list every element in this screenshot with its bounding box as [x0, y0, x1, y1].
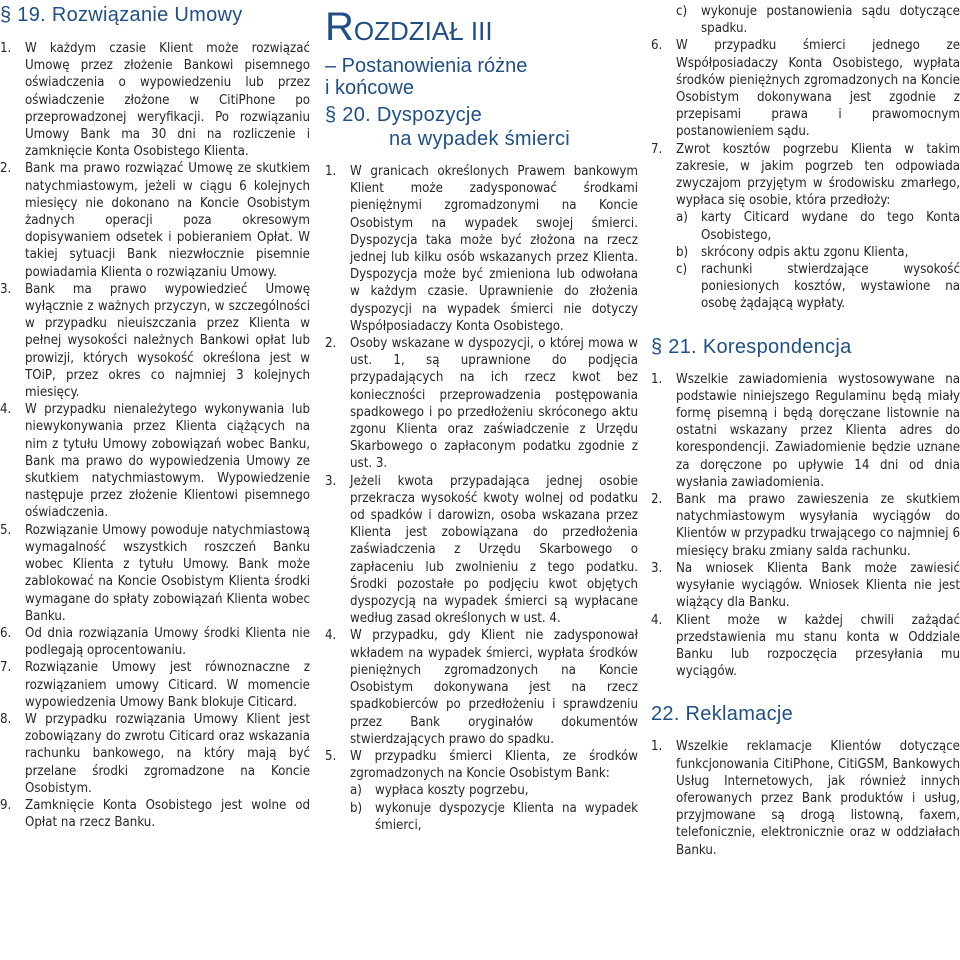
item-number: 8. [0, 711, 12, 727]
item-text: Klient może w każdej chwili zażądać przedstawienia mu stanu konta w Oddziale Banku lub rozpoczęcia przesyłania mu wyciągów. [676, 612, 960, 680]
list-item [325, 748, 638, 834]
item-text: Na wniosek Klienta Bank może zawiesić wysyłanie wyciągów. Wniosek Klienta nie jest wiążący dla Banku. [676, 560, 960, 611]
item-text: W przypadku śmierci Klienta, ze środków zgromadzonych na Koncie Osobistym Bank: [350, 748, 638, 782]
item-text: Rozwiązanie Umowy jest równoznaczne z rozwiązaniem umowy Citicard. W momencie wypowiedzenia Umowy Bank blokuje Citicard. [25, 660, 310, 710]
column-middle [325, 0, 638, 834]
sub-item-letter: a) [350, 783, 362, 799]
item-text: Od dnia rozwiązania Umowy środki Klienta nie podlegają oprocentowaniu. [25, 625, 310, 659]
sub-item-text: skrócony odpis aktu zgonu Klienta, [701, 244, 909, 260]
list-item [0, 281, 310, 401]
sub-item-text: wykonuje dyspozycje Klienta na wypadek śmierci, [375, 800, 638, 833]
chapter-heading [325, 5, 638, 49]
sub-item-text: wypłaca koszty pogrzebu, [375, 783, 529, 799]
sub-item [676, 3, 960, 37]
item-number: 6. [651, 38, 663, 54]
item-number: 3. [651, 560, 663, 576]
list-item [0, 40, 310, 160]
item-text: Bank ma prawo wypowiedzieć Umowę wyłącznie z ważnych przyczyn, w szczególności w przypadku nieuiszczania przez Klienta w pełnej wysokości należnych Bankowi opłat lub prowizji, których wysokość określona jest w TOiP, przez okres co najmniej 3 kolejnych miesięcy. [25, 281, 310, 401]
list-item [325, 627, 638, 747]
section-21-title: § 21. Korespondencja [651, 335, 852, 358]
sub-item-letter: b) [676, 244, 689, 260]
sub-list [350, 782, 638, 834]
item-number: 1. [651, 739, 663, 755]
item-number: 2. [325, 336, 337, 352]
item-text: Osoby wskazane w dyspozycji, o której mowa w ust. 1, są uprawnione do podjęcia przypadających na ich rzecz kwot bez konieczności przeprowadzenia postępowania spadkowego i po przedłożeniu skróconego aktu zgonu Klienta oraz zaświadczenie z Urzędu Skarbowego o zapłaconym podatku zgodnie z ust. 3. [350, 336, 638, 472]
item-text: W każdym czasie Klient może rozwiązać Umowę przez złożenie Bankowi pisemnego oświadczenia o wypowiedzeniu lub przez oświadczenie złożone w CitiPhone po przeprowadzonej weryfikacji. Po rozwiązaniu Umowy Bank ma 30 dni na rozliczenie i zamknięcie Konta Osobistego Klienta. [25, 41, 310, 160]
chapter-initial: R [325, 5, 354, 49]
item-number: 7. [0, 660, 12, 676]
sub-item [350, 782, 638, 799]
list-item [651, 560, 960, 612]
list-item [325, 335, 638, 473]
item-number: 6. [0, 625, 12, 641]
section-19-title: § 19. Rozwiązanie Umowy [0, 4, 243, 26]
list-item [0, 711, 310, 797]
list-item [651, 738, 960, 858]
item-text: W przypadku, gdy Klient nie zadysponował wkładem na wypadek śmierci, wypłata środków pieniężnych zgromadzonych na Koncie Osobistym dokonywana jest na rzecz spadkobierców po przedłożeniu i sprawdzeniu przez Bank oryginałów dokumentów stwierdzających prawo do spadku. [350, 628, 638, 747]
item-number: 5. [325, 748, 337, 764]
item-number: 2. [0, 161, 12, 177]
section-20-title-line2: na wypadek śmierci [389, 128, 571, 150]
item-number: 4. [651, 612, 663, 628]
sub-item-letter: b) [350, 800, 363, 816]
column-right [651, 0, 960, 859]
sub-item [350, 800, 638, 834]
chapter-title: OZDZIAŁ III [353, 16, 493, 46]
section-20-title-line1: § 20. Dyspozycje [325, 104, 483, 126]
item-number: 3. [325, 473, 337, 489]
sub-item-letter: c) [676, 4, 688, 19]
list-item [0, 401, 310, 521]
item-text: Bank ma prawo rozwiązać Umowę ze skutkiem natychmiastowym, jeżeli w ciągu 6 kolejnych miesięcy nie dokonano na Koncie Osobistym żadnych operacji poza okresowym dopisywaniem odsetek i pobieraniem Opłat. W takiej sytuacji Bank niezwłocznie pisemnie powiadamia Klienta o rozwiązaniu Umowy. [25, 161, 310, 280]
item-number: 7. [651, 141, 663, 157]
item-number: 3. [0, 281, 12, 297]
chapter-subtitle-line2: i końcowe [325, 77, 414, 99]
list-item [651, 37, 960, 140]
section-21-list [651, 371, 960, 681]
item-text: Wszelkie zawiadomienia wystosowywane na podstawie niniejszego Regulaminu będą miały formę pisemną i będą doręczane listownie na ostatni wskazany przez Klienta adres do korespondencji. Zawiadomienie będzie uznane za doręczone po upływie 14 dni od dnia wysłania zawiadomienia. [676, 371, 960, 490]
list-item [651, 141, 960, 313]
item-text: Zamknięcie Konta Osobistego jest wolne od Opłat na rzecz Banku. [25, 797, 310, 831]
item-number: 4. [0, 402, 12, 418]
continued-sub-list [676, 3, 960, 37]
section-19-list [0, 40, 310, 831]
sub-item [676, 244, 960, 261]
list-item [325, 473, 638, 628]
sub-item-letter: c) [676, 262, 688, 278]
chapter-subtitle-line1: – Postanowienia różne [325, 55, 528, 77]
list-item [0, 659, 310, 711]
item-number: 4. [325, 628, 337, 644]
item-text: Rozwiązanie Umowy powoduje natychmiastową wymagalność wszystkich roszczeń Banku wobec Klienta z tytułu Umowy. Bank może zablokować na Koncie Osobistym Klienta środki wymagane do spłaty zobowiązań Klienta wobec Banku. [25, 522, 310, 624]
sub-item-text: rachunki stwierdzające wysokość poniesionych kosztów, wystawione na osobę żądającą wypłaty. [701, 262, 960, 312]
item-number: 9. [0, 797, 12, 813]
item-number: 1. [325, 164, 337, 179]
list-item [0, 797, 310, 831]
list-item [0, 160, 310, 280]
item-text: Wszelkie reklamacje Klientów dotyczące funkcjonowania CitiPhone, CitiGSM, Bankowych Usług Internetowych, jak również innych oferowanych przez Bank produktów i usług, przyjmowane są drogą listowną, faxem, telefonicznie, elektronicznie oraz w oddziałach Banku. [676, 739, 960, 858]
item-number: 5. [0, 522, 12, 538]
sub-item [676, 209, 960, 243]
sub-item-text: wykonuje postanowienia sądu dotyczące spadku. [701, 4, 960, 37]
item-number: 1. [651, 371, 663, 387]
section-20-list [325, 163, 638, 834]
item-number: 1. [0, 41, 12, 56]
item-text: W przypadku nienależytego wykonywania lub niewykonywania przez Klienta ciążących na nim z tytułu Umowy zobowiązań wobec Banku, Bank ma prawo do wypowiedzenia Umowy ze skutkiem natychmiastowym. Wypowiedzenie następuje przez złożenie Klientowi pisemnego oświadczenia. [25, 402, 310, 521]
list-item [651, 491, 960, 560]
item-text: Bank ma prawo zawieszenia ze skutkiem natychmiastowym wysyłania wyciągów do Klientów w przypadku trwającego co najmniej 6 miesięcy braku zmiany salda rachunku. [676, 492, 960, 559]
item-text: W przypadku rozwiązania Umowy Klient jest zobowiązany do zwrotu Citicard oraz wskazania rachunku bankowego, na który mają być przelane środki zgromadzone na Koncie Osobistym. [25, 711, 310, 796]
item-number: 2. [651, 492, 663, 508]
column-left [0, 0, 310, 831]
list-item [0, 522, 310, 625]
item-text: W granicach określonych Prawem bankowym Klient może zadysponować środkami pieniężnymi zgromadzonymi na Koncie Osobistym na wypadek swojej śmierci. Dyspozycja taka może być złożona na rzecz jednej lub kilku osób wskazanych przez Klienta. Dyspozycja może być zmieniona lub odwołana w każdym czasie. Uprawnienie do złożenia dyspozycji na wypadek śmierci nie dotyczy Współposiadaczy Konta Osobistego. [350, 164, 638, 334]
list-item [325, 163, 638, 335]
section-22-title: 22. Reklamacje [651, 703, 794, 726]
item-text: Jeżeli kwota przypadająca jednej osobie przekracza wysokość kwoty wolnej od podatku od spadków i darowizn, osoba wskazana przez Klienta jest zobowiązana do przedłożenia zaświadczenia z Urzędu Skarbowego o zapłaceniu lub zwolnieniu z tego podatku. Środki pozostałe po podjęciu kwot objętych dyspozycją na wypadek śmierci są wypłacane według zasad określonych w ust. 4. [350, 473, 638, 627]
sub-item-text: karty Citicard wydane do tego Konta Osobistego, [701, 210, 960, 243]
list-item [651, 612, 960, 681]
sub-list [676, 209, 960, 312]
list-item [651, 371, 960, 491]
sub-item [676, 261, 960, 313]
item-text: W przypadku śmierci jednego ze Współposiadaczy Konta Osobistego, wypłata środków pieniężnych zgromadzonych na Koncie Osobistym dokonywana jest zgodnie z przepisami prawa i prawomocnym postanowieniem sądu. [676, 38, 960, 140]
section-22-list [651, 738, 960, 858]
sub-item-letter: a) [676, 210, 688, 226]
section-20-list-continued [651, 37, 960, 312]
list-item [0, 625, 310, 659]
item-text: Zwrot kosztów pogrzebu Klienta w takim zakresie, w jakim pogrzeb ten odpowiada zwyczajom przyjętym w środowisku zmarłego, wypłaca się osobie, która przedłoży: [676, 141, 960, 209]
